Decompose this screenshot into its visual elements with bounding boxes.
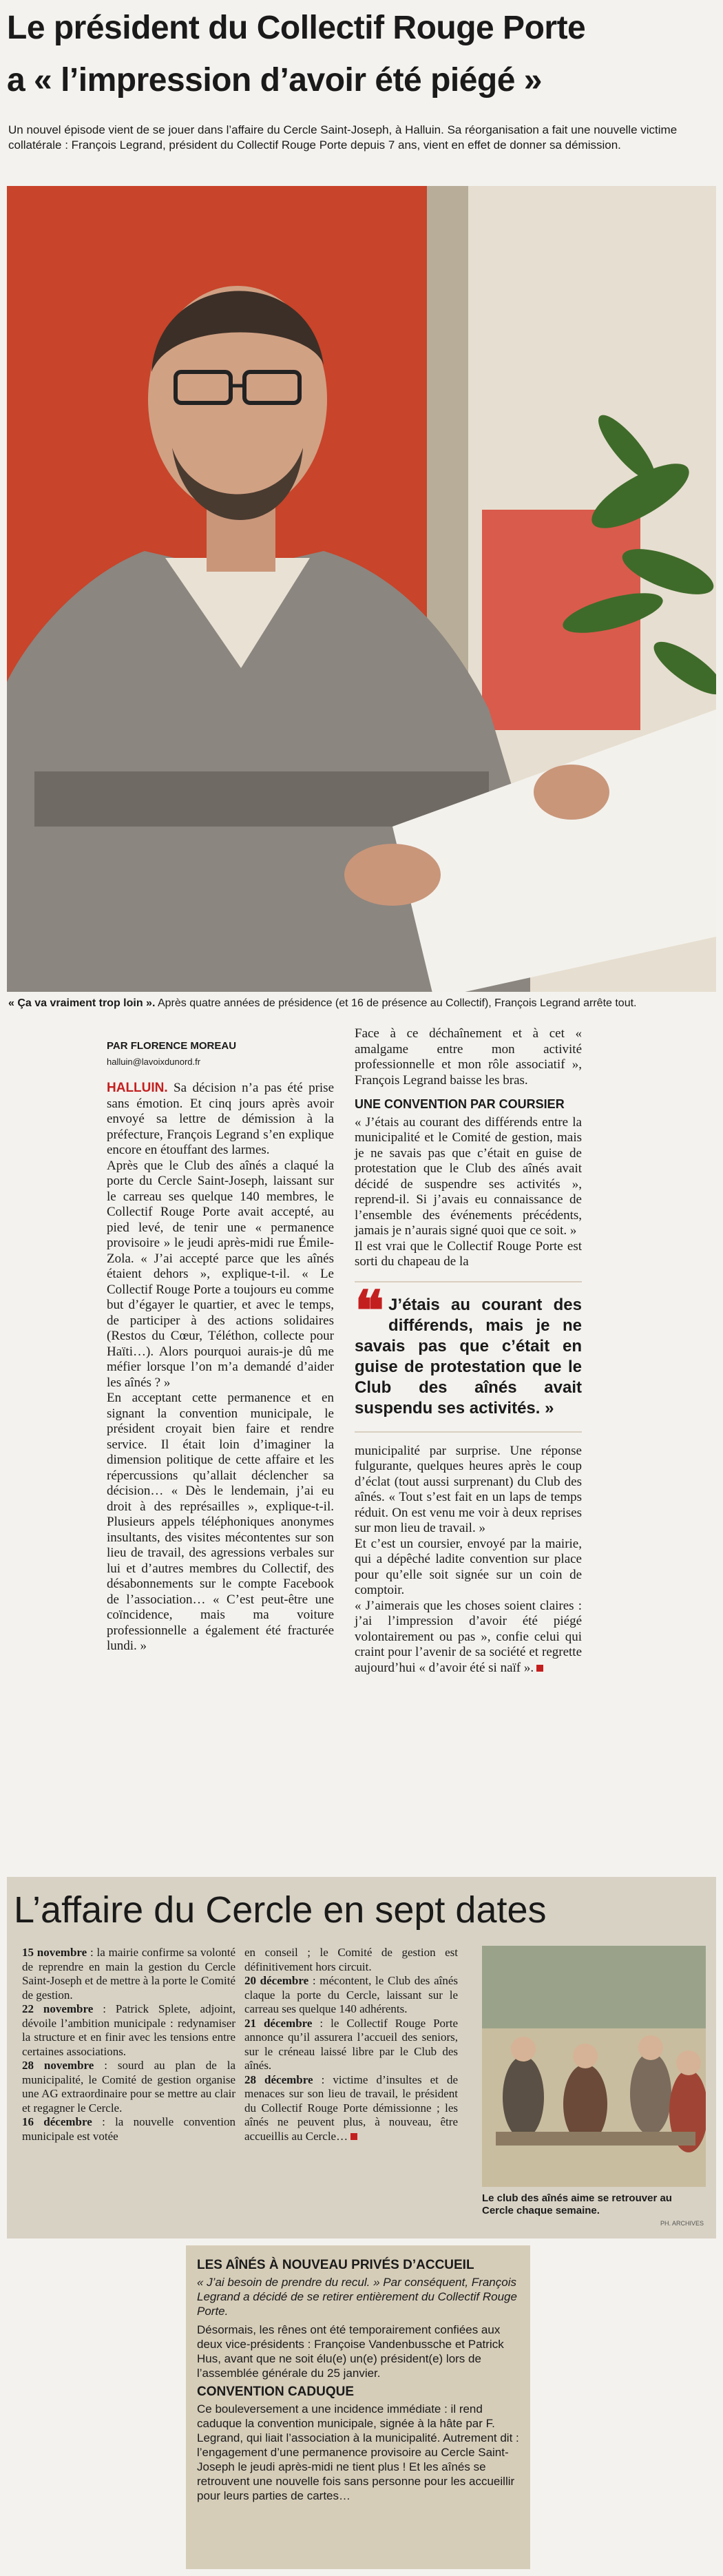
article-paragraph-2: Après que le Club des aînés a claqué la porte du Cercle Saint-Joseph, laissant sur le carreau ses quelque 140 membres, le Collectif Rouge Porte avait accepté, au pied levé, de tenir une « permanence provisoire » le jeudi après-midi rue Émile-Zola. « J’ai accepté parce que les aînés étaient dehors », explique-t-il. « Le Collectif Rouge Porte a toujours eu comme but d’égayer le quartier, et avec le temps, de participer à des actions solidaires (Restos du Cœur, Téléthon, collecte pour Haïti…). Alors pourquoi aurais-je dû me méfier lorsque l’on m’a demandé d’aider les aînés ? » (107, 1158, 334, 1390)
sidebar-paragraph-1: « J’ai besoin de prendre du recul. » Par conséquent, François Legrand a décidé de se retirer entièrement du Collectif Rouge Porte. (197, 2276, 517, 2318)
article-paragraph-9 (355, 1599, 582, 1676)
sidebar-box (186, 2245, 530, 2569)
photo-caption-text: Après quatre années de présidence (et 16 de présence au Collectif), François Legrand arrête tout. (155, 997, 637, 1009)
timeline-column-1 (22, 1946, 235, 2143)
sidebar-paragraph-3: Ce bouleversement a une incidence immédiate : il rend caduque la convention municipale, signée à la hâte par F. Legrand, qui liait l’association à la municipalité. Autrement dit : l’engagement d’une permanence provisoire au Cercle Saint-Joseph le jeudi après-midi ne tient plus ! Et les aînés se retrouvent une nouvelle fois sans personne pour les accueillir pour leurs parties de cartes… (197, 2402, 519, 2502)
timeline-text: : sourd au plan de la municipalité, le Comité de gestion organise une AG extraordinaire pour se mettre au clair et regagner le Cercle. (22, 2059, 235, 2115)
club-photo-caption: Le club des aînés aime se retrouver au Cercle chaque semaine. (482, 2192, 672, 2216)
photo-caption (8, 997, 711, 1010)
sidebar-paragraph-2: Désormais, les rênes ont été temporairement confiées aux deux vice-présidents : Françoise Vandenbussche et Patrick Hus, avant que ne soit élu(e) un(e) président(e) lors de l’assemblée générale du 25 janvier. (197, 2323, 504, 2380)
timeline-date: 15 novembre (22, 1946, 87, 1959)
headline-line-2: a « l’impression d’avoir été piégé » (7, 62, 542, 98)
article-paragraph-6: Il est vrai que le Collectif Rouge Porte est sorti du chapeau de la (355, 1238, 582, 1269)
end-mark-icon (350, 2133, 357, 2140)
byline-author: PAR FLORENCE MOREAU (107, 1040, 237, 1052)
timeline-text: : Patrick Splete, adjoint, dévoile l’ambition municipale : redynamiser la structure et en finir avec les tensions entre certaines associations. (22, 2002, 235, 2058)
timeline-entry (22, 2059, 235, 2115)
timeline-text: : victime d’insultes et de menaces sur son lieu de travail, le président du Collectif Rouge Porte démissionne ; les aînés ne peuvent plus, à nouveau, être accueillis au Cercle… (244, 2073, 458, 2143)
timeline-text: : mécontent, le Club des aînés claque la porte du Cercle, laissant sur le carreau ses quelque 140 adhérents. (244, 1974, 458, 2015)
lead-paragraph: Un nouvel épisode vient de se jouer dans l’affaire du Cercle Saint-Joseph, à Halluin. Sa réorganisation a fait une nouvelle victime collatérale : François Legrand, président du Collectif Rouge Porte depuis 7 ans, vient en effet de donner sa démission. (8, 123, 678, 152)
timeline-text: en conseil ; le Comité de gestion est définitivement hors circuit. (244, 1946, 458, 1973)
article-paragraph-4: Face à ce déchaînement et à cet « amalgame entre mon activité professionnelle et mon rôle associatif », François Legrand baisse les bras. (355, 1026, 582, 1088)
headline-line-1: Le président du Collectif Rouge Porte (7, 10, 586, 46)
timeline-column-2 (244, 1946, 458, 2143)
timeline-text: : la mairie confirme sa volonté de reprendre en main la gestion du Cercle Saint-Joseph et de mettre à la porte le Comité de gestion. (22, 1946, 235, 2002)
timeline-box (7, 1877, 716, 2239)
article-paragraph-3: En acceptant cette permanence et en signant la convention municipale, le président croyait bien faire et rendre service. Il était loin d’imaginer la dimension politique de cette affaire et les répercussions qu’allait déclencher sa décision… « Dès le lendemain, j’ai eu droit à des représailles », explique-t-il. Plusieurs appels téléphoniques anonymes insultants, des visites mécontentes sur son lieu de travail, des agressions verbales sur lui et d’autres membres du Collectif, des désabonnements sur le compte Facebook de l’association… « C’est peut-être une coïncidence, mais ma voiture professionnelle a également été fracturée lundi. » (107, 1391, 334, 1653)
timeline-entry (22, 2002, 235, 2059)
article-paragraph-7: municipalité par surprise. Une réponse fulgurante, quelques heures après le coup d’éclat (tout aussi surprenant) du Club des aînés. « Tout s’est fait en un laps de temps réduit. On est venu me voir à deux reprises sur mon lieu de travail. » (355, 1443, 582, 1535)
timeline-entry (244, 1974, 458, 2017)
timeline-text: : la nouvelle convention municipale est votée (22, 2115, 235, 2143)
dateline-city: HALLUIN. (107, 1081, 168, 1095)
article-body (107, 1026, 589, 1870)
timeline-entry (244, 2073, 458, 2144)
sidebar-heading-2: CONVENTION CADUQUE (197, 2385, 355, 2399)
photo-credit: PH. ARCHIVES (660, 2220, 704, 2227)
portrait-photo (7, 186, 716, 992)
pull-quote (355, 1281, 582, 1433)
timeline-entry (22, 2115, 235, 2143)
timeline-date: 16 décembre (22, 2115, 92, 2128)
subhead: UNE CONVENTION PAR COURSIER (355, 1097, 565, 1111)
timeline-date: 21 décembre (244, 2016, 313, 2030)
article-paragraph-5: « J’étais au courant des différends entre la municipalité et le Comité de gestion, mais je ne savais pas que c’était en guise de protestation que le Club des aînés avait décidé de suspendre ses activités », reprend-il. Si j’avais eu connaissance de l’ensemble des événements précédents, jamais je n’aurais signé quoi que ce soit. » (355, 1114, 582, 1238)
timeline-entry (244, 1946, 458, 1974)
timeline-entry (244, 2017, 458, 2073)
portrait-illustration (7, 186, 716, 992)
club-photo-illustration (482, 1946, 706, 2187)
article-paragraph-9-text: « J’aimerais que les choses soient claires : j’ai l’impression d’avoir été piégé volontairement ou pas », confie celui qui craint pour l’avenir de sa société et regrette aujourd’hui « d’avoir été si naïf ». (355, 1598, 582, 1675)
club-photo (482, 1946, 706, 2187)
article-paragraph (107, 1081, 334, 1159)
article-column-left (107, 1026, 334, 1654)
byline-email: halluin@lavoixdunord.fr (107, 1056, 201, 1067)
timeline-date: 20 décembre (244, 1974, 309, 1987)
quote-mark-icon: ❝ (355, 1281, 385, 1342)
pull-quote-text: J’étais au courant des différends, mais je ne savais pas que c’était en guise de protestation que le Club des aînés avait suspendu ses activités. » (355, 1295, 582, 1417)
article-paragraph-8: Et c’est un coursier, envoyé par la mairie, qui a dépêché ladite convention sur place pour qu’elle soit signée sur un coin de comptoir. (355, 1536, 582, 1597)
article-paragraph-1: Sa décision n’a pas été prise sans émotion. Et cinq jours après avoir envoyé sa lettre de démission à la préfecture, François Legrand s’en explique encore en étouffant des larmes. (107, 1081, 334, 1157)
timeline-date: 22 novembre (22, 2002, 94, 2015)
photo-caption-quote: « Ça va vraiment trop loin ». (8, 997, 156, 1009)
timeline-date: 28 novembre (22, 2059, 94, 2072)
timeline-title: L’affaire du Cercle en sept dates (14, 1889, 547, 1931)
end-mark-icon (536, 1665, 543, 1672)
article-column-right (355, 1026, 582, 1676)
timeline-entry (22, 1946, 235, 2002)
sidebar-heading-1: LES AÎNÉS À NOUVEAU PRIVÉS D’ACCUEIL (197, 2258, 474, 2272)
timeline-date: 28 décembre (244, 2073, 313, 2086)
timeline-text: : le Collectif Rouge Porte annonce qu’il assurera l’accueil des seniors, sur le créneau laissé libre par le Club des aînés. (244, 2016, 458, 2072)
